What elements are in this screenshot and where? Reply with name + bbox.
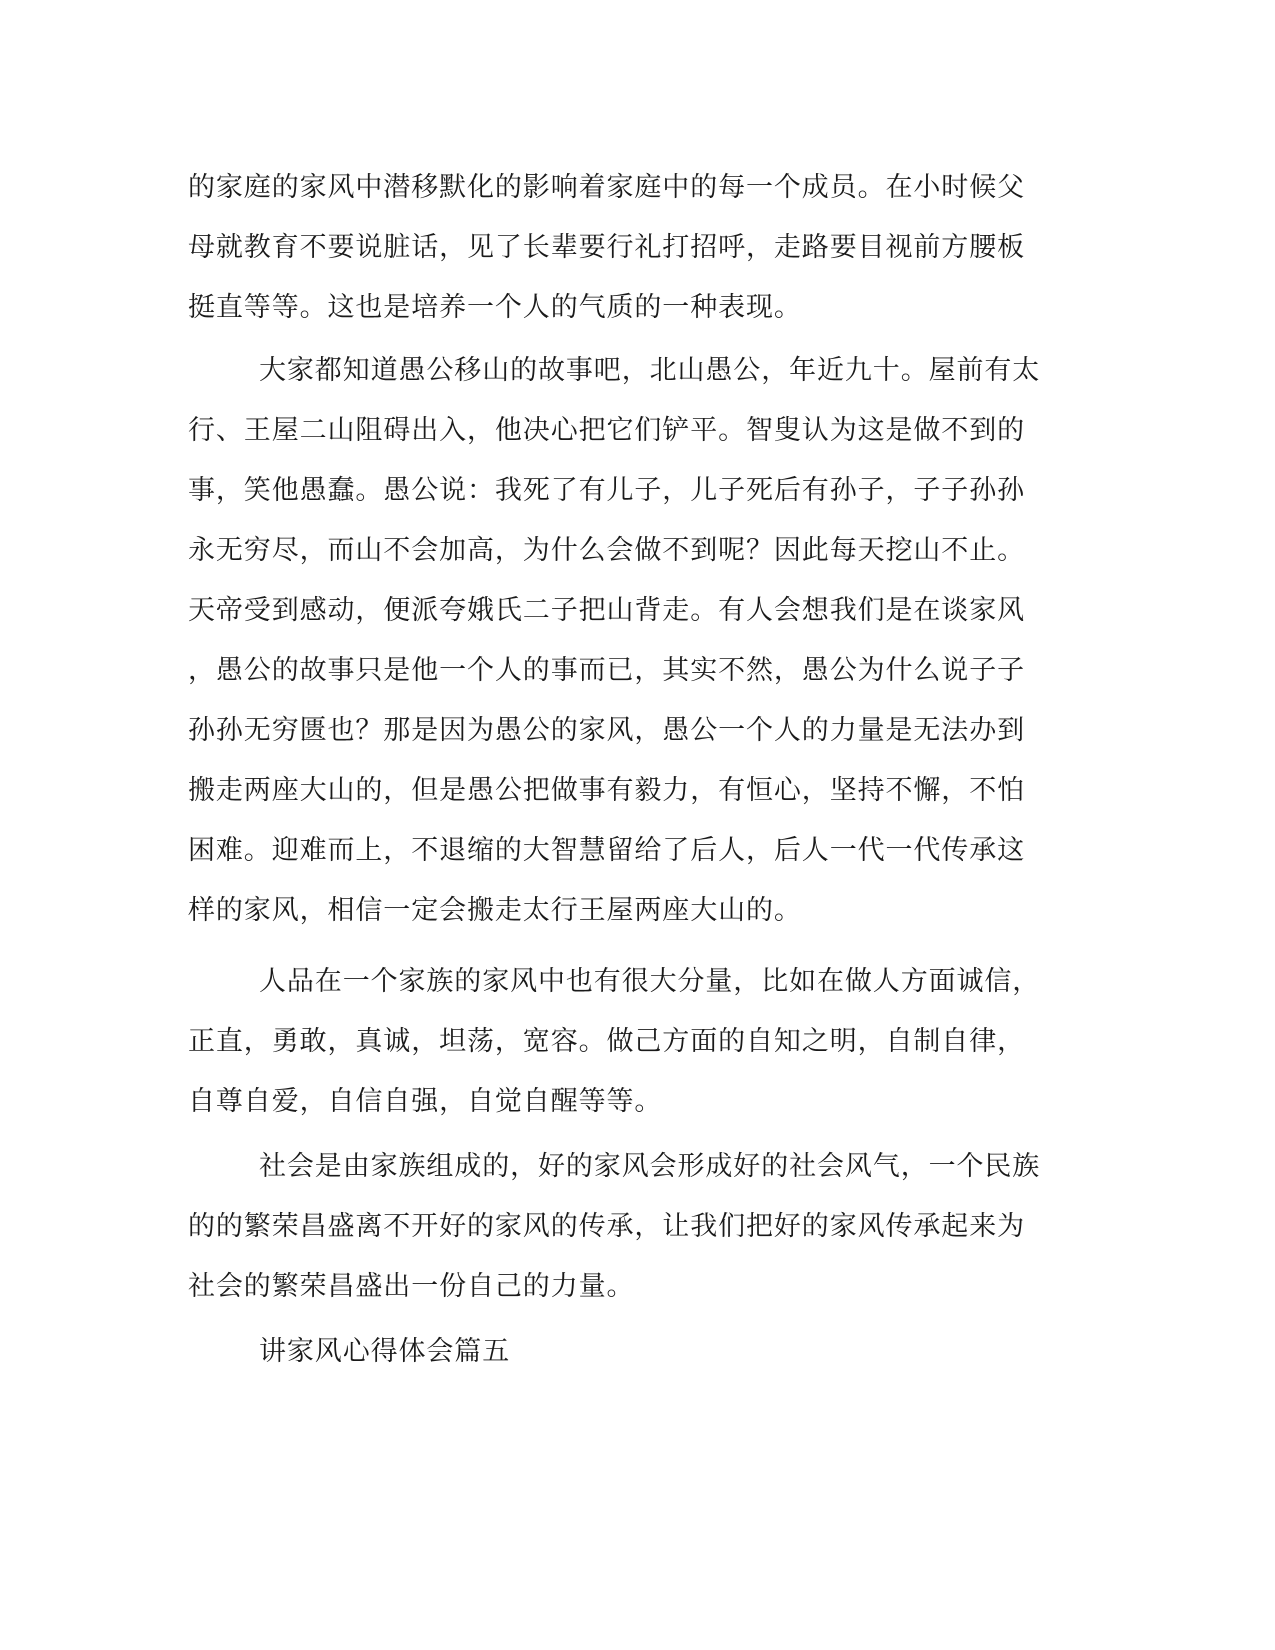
text-line: 母就教育不要说脏话，见了长辈要行礼打招呼，走路要目视前方腰板 [188, 232, 1025, 263]
text-line: 永无穷尽，而山不会加高，为什么会做不到呢？因此每天挖山不止。 [188, 535, 1025, 566]
text-line: 孙孙无穷匮也？那是因为愚公的家风，愚公一个人的力量是无法办到 [188, 715, 1025, 746]
text-line: 的的繁荣昌盛离不开好的家风的传承，让我们把好的家风传承起来为 [188, 1211, 1025, 1242]
text-line: 困难。迎难而上，不退缩的大智慧留给了后人，后人一代一代传承这 [188, 835, 1025, 866]
paragraph-character [188, 952, 1068, 1132]
text-line: 人品在一个家族的家风中也有很大分量，比如在做人方面诚信， [259, 966, 1041, 997]
text-line: 正直，勇敢，真诚，坦荡，宽容。做己方面的自知之明，自制自律， [188, 1026, 1025, 1057]
text-line: 事，笑他愚蠢。愚公说：我死了有儿子，儿子死后有孙子，子子孙孙 [188, 475, 1025, 506]
text-line: 大家都知道愚公移山的故事吧，北山愚公，年近九十。屋前有太 [259, 355, 1041, 386]
text-line: 社会是由家族组成的，好的家风会形成好的社会风气，一个民族 [259, 1151, 1041, 1182]
text-line: 社会的繁荣昌盛出一份自己的力量。 [188, 1271, 635, 1302]
text-line: 挺直等等。这也是培养一个人的气质的一种表现。 [188, 292, 802, 323]
text-line: 行、王屋二山阻碍出入，他决心把它们铲平。智叟认为这是做不到的 [188, 415, 1025, 446]
paragraph-continuation [188, 158, 1068, 338]
text-line: 天帝受到感动，便派夸娥氏二子把山背走。有人会想我们是在谈家风 [188, 595, 1025, 626]
section-heading [188, 1322, 1068, 1382]
text-line: 样的家风，相信一定会搬走太行王屋两座大山的。 [188, 895, 802, 926]
paragraph-yugong-story [188, 341, 1068, 941]
section-title: 讲家风心得体会篇五 [259, 1336, 511, 1367]
text-line: 的家庭的家风中潜移默化的影响着家庭中的每一个成员。在小时候父 [188, 172, 1025, 203]
text-line: 自尊自爱，自信自强，自觉自醒等等。 [188, 1086, 663, 1117]
text-line: ，愚公的故事只是他一个人的事而已，其实不然，愚公为什么说子子 [188, 655, 1025, 686]
text-line: 搬走两座大山的，但是愚公把做事有毅力，有恒心，坚持不懈，不怕 [188, 775, 1025, 806]
paragraph-society [188, 1137, 1068, 1317]
